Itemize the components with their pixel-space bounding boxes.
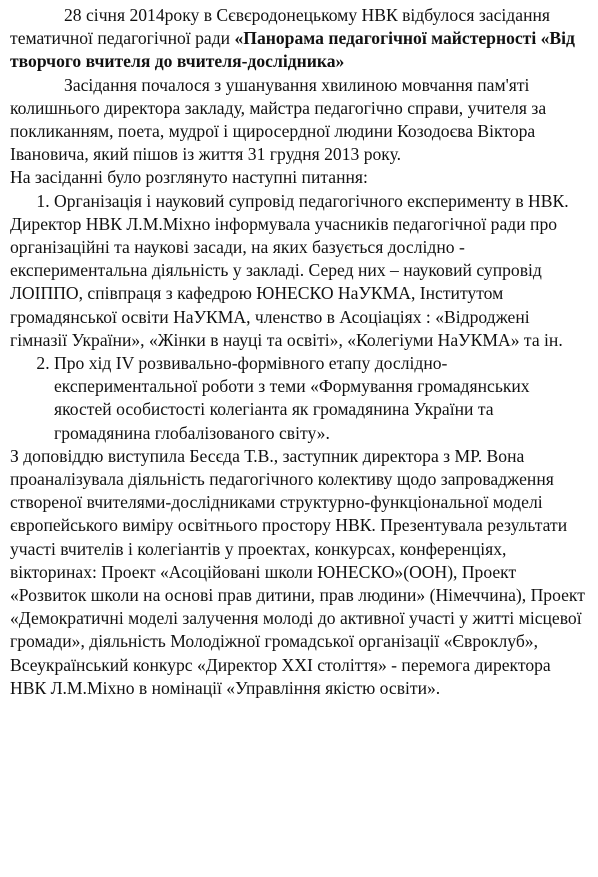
intro-paragraph — [10, 4, 588, 74]
memorial-paragraph: Засідання почалося з ушанування хвилиною мовчання пам'яті колишнього директора закладу, майстра педагогічно справи, учителя за покликанням, поета, мудрої і щиросердної людини Козодоєва Віктора Івановича, який пішов із життя 31 грудня 2013 року. — [10, 74, 547, 165]
agenda-list-continued — [10, 352, 588, 445]
intro-text: 28 січня 2014року в Сєвєродонецькому НВК відбулося засідання тематичної педагогічної ради — [10, 5, 550, 49]
agenda-item-2: 2. Про хід IV розвивально-формівного етапу дослідно-експериментальної роботи з теми «Формування громадянських якостей особистості колегіанта як громадянина України та громадянина глобалізованого світу». — [54, 352, 588, 445]
agenda-item-1: 1. Організація і науковий супровід педагогічного експерименту в НВК. — [54, 190, 588, 213]
agenda-item-1-report: Директор НВК Л.М.Міхно інформувала учасників педагогічної ради про організаційні та наукові засади, на яких базується дослідно - експериментальна діяльність у закладі. Серед них – науковий супровід ЛОІППО, співпраця з кафедрою ЮНЕСКО НаУКМА, Інститутом громадянської освіти НаУКМА, членство в Асоціаціях : «Відроджені гімназії України», «Жінки в науці та освіті», «Колегіуми НаУКМА» та ін. — [10, 213, 563, 350]
council-title: «Панорама педагогічної майстерності «Від творчого вчителя до вчителя-дослідника» — [10, 28, 575, 72]
agenda-list — [10, 190, 588, 213]
agenda-item-2-report: З доповіддю виступила Бесєда Т.В., заступник директора з МР. Вона проаналізувала діяльність педагогічного колективу щодо запровадження створеної вчителями-дослідниками структурно-функціональної моделі європейського виміру освітнього простору НВК. Презентувала результати участі вчителів і колегіантів у проектах, конкурсах, конференціях, вікторинах: Проект «Асоційовані школи ЮНЕСКО»(ООН), Проект «Розвиток школи на основі прав дитини, прав людини» (Німеччина), Проект «Демократичні моделі залучення молоді до активної участі у житті місцевої громади», діяльність Молодіжної громадської організації «Євроклуб», Всеукраїнський конкурс «Директор XXI століття» - перемога директора НВК Л.М.Міхно в номінації «Управління якістю освіти». — [10, 445, 585, 698]
agenda-intro: На засіданні було розглянуто наступні питання: — [10, 167, 368, 188]
